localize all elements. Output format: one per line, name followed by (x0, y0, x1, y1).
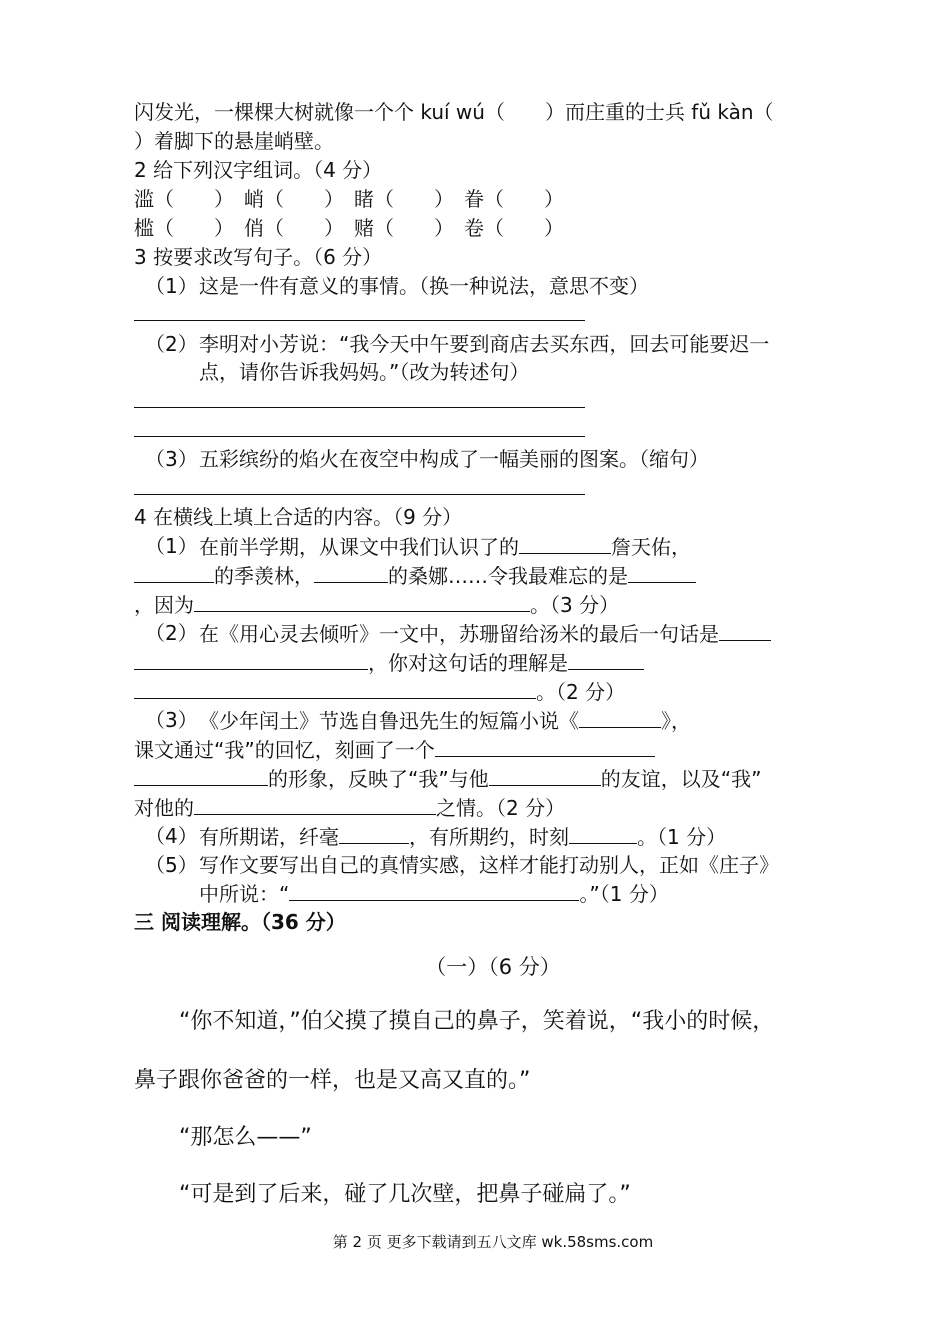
fill-blank[interactable] (719, 620, 771, 641)
fill-blank[interactable] (134, 678, 536, 699)
fill-blank[interactable] (579, 707, 661, 728)
q4-i1-number: （1） (145, 534, 198, 558)
q4-i2-line-1 (199, 620, 771, 647)
fill-blank[interactable] (194, 591, 530, 612)
reading-paragraph: “那怎么——” (179, 1125, 312, 1150)
q4-i5-line-1: 写作文要写出自己的真情实感，这样才能打动别人，正如《庄子》 (199, 853, 779, 877)
reading-part-title: （一）（6 分） (425, 955, 561, 979)
q3-s2-text-2: 点，请你告诉我妈妈。”（改为转述句） (199, 360, 530, 384)
q3-title: 3 按要求改写句子。（6 分） (134, 245, 383, 269)
answer-line (134, 320, 585, 321)
q4-i3-text-f: 对他的 (134, 796, 194, 820)
q4-i4-text-a: 有所期诺，纤毫 (199, 825, 339, 849)
q4-i2-line-2 (134, 649, 644, 676)
fill-blank[interactable] (568, 649, 644, 670)
q4-i2-text-b: ，你对这句话的理解是 (368, 651, 568, 675)
fill-blank[interactable] (314, 562, 388, 583)
q4-i3-line-3 (134, 765, 761, 792)
q4-i1-line-1 (199, 533, 691, 560)
q3-s2-number: （2） (145, 332, 198, 356)
q4-i5-line-2 (199, 880, 669, 907)
q2-row-1: 滥（ ） 峭（ ） 睹（ ） 眷（ ） (134, 187, 564, 211)
reading-paragraph: 鼻子跟你爸爸的一样，也是又高又直的。” (134, 1068, 531, 1093)
q3-s3-text: 五彩缤纷的焰火在夜空中构成了一幅美丽的图案。（缩句） (199, 447, 709, 471)
q4-i4-line (199, 823, 726, 850)
section-3-title: 三 阅读理解。（36 分） (134, 910, 346, 934)
q4-i3-line-1 (199, 707, 691, 734)
q4-i3-line-4 (134, 794, 565, 821)
page-footer: 第 2 页 更多下载请到五八文库 wk.58sms.com (332, 1233, 654, 1251)
answer-line (134, 407, 585, 408)
fill-blank[interactable] (569, 823, 637, 844)
fill-blank[interactable] (489, 765, 601, 786)
reading-paragraph: “你不知道，”伯父摸了摸自己的鼻子，笑着说，“我小的时候， (179, 1009, 775, 1034)
q4-i1-text-e: ，因为 (134, 593, 194, 617)
q4-i1-text-a: 在前半学期，从课文中我们认识了的 (199, 535, 519, 559)
fill-blank[interactable] (134, 649, 368, 670)
q4-i1-text-d: 的桑娜……令我最难忘的是 (388, 564, 628, 588)
q4-i2-text-a: 在《用心灵去倾听》一文中，苏珊留给汤米的最后一句话是 (199, 622, 719, 646)
q2-row-2: 槛（ ） 俏（ ） 赌（ ） 卷（ ） (134, 216, 564, 240)
fill-blank[interactable] (289, 880, 579, 901)
q4-i5-number: （5） (145, 853, 198, 877)
intro-line-2: ）着脚下的悬崖峭壁。 (134, 129, 334, 153)
fill-blank[interactable] (134, 562, 214, 583)
q4-title: 4 在横线上填上合适的内容。（9 分） (134, 505, 463, 529)
q4-i3-text-b: 》， (661, 709, 691, 733)
q4-i2-text-c: 。（2 分） (536, 680, 626, 704)
answer-line (134, 436, 585, 437)
q4-i3-text-d: 的形象，反映了“我”与他 (268, 767, 489, 791)
fill-blank[interactable] (519, 533, 611, 554)
q4-i5-text-b: 中所说：“ (199, 882, 290, 906)
q4-i3-line-2 (134, 736, 655, 763)
fill-blank[interactable] (628, 562, 696, 583)
answer-line (134, 494, 585, 495)
q4-i2-number: （2） (145, 621, 198, 645)
q4-i4-number: （4） (145, 824, 198, 848)
q4-i2-line-3 (134, 678, 625, 705)
q4-i1-text-b: 詹天佑， (611, 535, 691, 559)
q4-i1-text-f: 。（3 分） (530, 593, 620, 617)
intro-line-1: 闪发光，一棵棵大树就像一个个 kuí wú（ ）而庄重的士兵 fǔ kàn（ (134, 100, 774, 124)
q4-i4-text-b: ，有所期约，时刻 (409, 825, 569, 849)
fill-blank[interactable] (339, 823, 409, 844)
q3-s1-text: 这是一件有意义的事情。（换一种说法，意思不变） (199, 274, 649, 298)
q4-i5-text-c: 。”（1 分） (579, 882, 669, 906)
fill-blank[interactable] (134, 765, 268, 786)
fill-blank[interactable] (435, 736, 655, 757)
q4-i1-text-c: 的季羡林， (214, 564, 314, 588)
q4-i1-line-3 (134, 591, 619, 618)
q2-title: 2 给下列汉字组词。（4 分） (134, 158, 383, 182)
fill-blank[interactable] (194, 794, 436, 815)
q4-i1-line-2 (134, 562, 696, 589)
q4-i3-number: （3） (145, 708, 198, 732)
q3-s2-text-1: 李明对小芳说：“我今天中午要到商店去买东西，回去可能要迟一 (199, 332, 770, 356)
q4-i4-text-c: 。（1 分） (637, 825, 727, 849)
q3-s1-number: （1） (145, 274, 198, 298)
q3-s3-number: （3） (145, 447, 198, 471)
reading-paragraph: “可是到了后来，碰了几次壁，把鼻子碰扁了。” (179, 1182, 631, 1207)
q4-i3-text-a: 《少年闰土》节选自鲁迅先生的短篇小说《 (199, 709, 579, 733)
q4-i3-text-e: 的友谊，以及“我” (600, 767, 762, 791)
q4-i3-text-g: 之情。（2 分） (436, 796, 566, 820)
q4-i3-text-c: 课文通过“我”的回忆，刻画了一个 (134, 738, 435, 762)
